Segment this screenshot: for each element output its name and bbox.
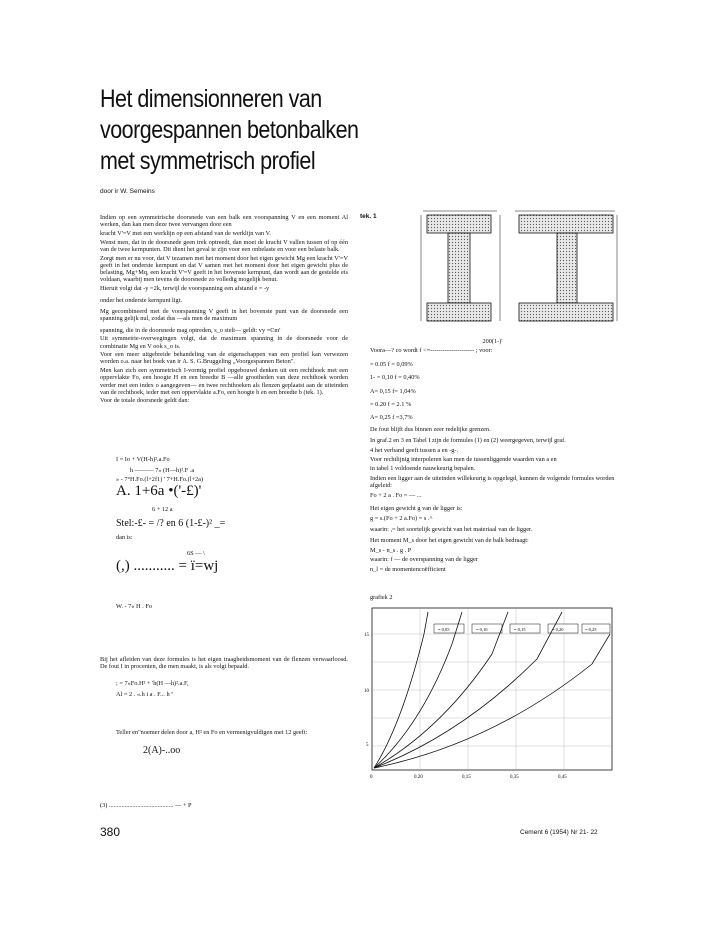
legend-entry: = 0,15 (514, 627, 526, 632)
paragraph: onder het onderste kernpunt ligt. (100, 297, 183, 305)
paragraph: M_s - n_s . g . P (370, 546, 412, 554)
title-line-3: met symmetrisch profiel (100, 147, 316, 175)
legend-entry: = 0,25 (585, 627, 597, 632)
paragraph: waarin: f — de overspanning van de ligger (370, 556, 478, 564)
equation: Stel:-£- = /? en 6 (1-£-)² _= (116, 518, 226, 529)
equation: W. - 7« H . Fo (116, 603, 152, 610)
x-tick: 0,15 (462, 775, 471, 780)
x-tick: 0.20 (414, 775, 423, 780)
paragraph: Hieruit volgt dat -y =2k, terwijl de voorspanning een afstand e = -y (100, 284, 270, 292)
equation: » - 7°H.Fo.(l+2f1) ' 7+H.Fo.(l+2a) (116, 476, 204, 483)
equation: dan is: (116, 534, 133, 541)
equation: 6 + 12 a (152, 506, 173, 513)
equation: I = Io + V(H-h)².a.Fo (116, 456, 170, 463)
paragraph: A= 0,25 f =3,7% (370, 414, 413, 422)
x-tick: 0 (370, 775, 373, 780)
paragraph: Wenst men, dat in de doorsnede geen trek optreedt, dan moet de kracht V vallen tussen of op één van de twee kernpunten. Dit dient het geval te zijn voor een onbelaste en voor een belaste balk. (100, 238, 348, 253)
y-tick: 5 (366, 743, 369, 748)
paragraph: Indien een ligger aan de uiteinden willekeurig is opgelegd, kunnen de volgende formules worden afgeleid: (370, 474, 615, 490)
paragraph: A= 0,15 f= 1,04% (370, 387, 416, 395)
title-line-1: Het dimensionneren van (100, 85, 322, 113)
y-tick: 10 (364, 689, 369, 694)
equation: ; = 7«Fo.H² + 'h(H —h)².a.F, (116, 680, 189, 687)
legend-entry: = 0,10 (476, 627, 488, 632)
paragraph: = 0.20 f = 2.1 % (370, 401, 412, 409)
paragraph: Mg gecombineerd met de voorspanning V geeft in het bovenste punt van de doorsnede een spanning gelijk nul, zodat dus —als men de maximum (100, 308, 348, 323)
paragraph: = 0.05 f = 0,09% (370, 360, 413, 368)
right-column (370, 338, 615, 575)
y-tick: 15 (364, 633, 369, 638)
equation: Al = 2 . «.h i a . F... h ª (116, 691, 173, 698)
paragraph: 4 het verband geeft tussen a en -g-. (370, 446, 459, 454)
paragraph: Het moment M_s door het eigen gewicht van de balk bedraagt: (370, 537, 529, 545)
equation: Teller en"noemer delen door a, H² en Fo en vermenigvuldigen met 12 geeft: (116, 729, 308, 736)
left-column (100, 214, 348, 406)
equation: 6S — \ (187, 550, 205, 557)
paragraph: in tabel 1 voldoende nauwkeurig bepalen. (370, 465, 476, 473)
journal-reference: Cement 6 (1954) Nr 21- 22 (520, 829, 598, 836)
paragraph: Voora—? co wordt f <=--------------------- ; voor: (370, 347, 493, 355)
graph-2 (362, 604, 617, 782)
paragraph: 1- = 0,10 f = 0,40% (370, 374, 420, 382)
paragraph: Voor een meer uitgebreide behandeling van de eigenschappen van een profiel kan verwezen worden o.a. naar het boek van ir A. S. G.Bruggeling „Voorgespannen Beton". (100, 351, 348, 366)
page-number: 380 (100, 825, 121, 839)
formula-2a: 2(A)-..oo (143, 745, 181, 756)
legend-entry: = 0,20 (552, 627, 564, 632)
i-beam-figure (415, 205, 625, 333)
paragraph: Voor de totale doorsnede geldt dan: (100, 397, 190, 405)
x-tick: 0,45 (558, 775, 567, 780)
paragraph: kracht V'=V met een werklijn op een afstand van de werklijn van V. (100, 229, 271, 237)
paragraph: Fo + 2 a . Fo = — ... (370, 491, 422, 499)
x-tick: 0,35 (510, 775, 519, 780)
equation: (3) ......................................... — + P (100, 802, 192, 809)
paragraph: Voor rechtlijnig interpoleren kan men de tussenliggende waarden van a en (370, 456, 557, 464)
equation: h ——— 7» (H—h)².F .a (130, 467, 195, 474)
paragraph: n_l = de momentencoëfficient (370, 565, 446, 573)
paragraph: 200(1-)' (482, 338, 503, 345)
figure-label: tek. 1 (360, 213, 377, 220)
paragraph: Indien op een symmetrische doorsnede van een balk een voorspanning V en een moment Al werken, dan kan men deze twee vervangen door een (100, 214, 348, 229)
title-line-2: voorgespannen betonbalken (100, 116, 359, 144)
formula-dots: (,) ........... = ï=wj (116, 558, 219, 574)
paragraph: Het eigen gewicht g van de ligger is: (370, 505, 463, 513)
paragraph: Men kan zich een symmetrisch I-vormig profiel opgebouwd denken uit een rechthoek met een oppervlakte Fo, een hoogte H en een breedte B —alle grootheden van deze rechthoek worden verder met een index o aangegeven— en twee rechthoeken als flenzen geplaatst aan de uiteinden van de rechthoek, ieder met een oppervlakte a.Fo, een hoogte h en een breedte b (tek. 1). (100, 367, 348, 396)
paragraph: De fout blijft dus binnen zeer redelijke grenzen. (370, 425, 491, 433)
paragraph: In graf.2 en 3 en Tabel I zijn de formules (1) en (2) weergegeven, terwijl graf. (370, 437, 566, 445)
paragraph: g = s.(Fo + 2 a.Fo) = s .^ (370, 514, 433, 522)
paragraph: waarin: ,= het soortelijk gewicht van het materiaal van de ligger. (370, 525, 533, 533)
article-title (100, 84, 358, 177)
author-line: door ir W. Semeins (100, 188, 155, 195)
legend-entry: = 0,05 (438, 627, 450, 632)
paragraph: Uit symmetrie-overwegingen volgt, dat de maximum spanning in de doorsnede voor de combinatie Mg en V ook s_o is. (100, 335, 348, 350)
equation: Bij het afleiden van deze formules is het eigen traagheidsmoment van de flenzen verwaarloosd. De fout I in procenten, die men maakt, is als volgt bepaald. (100, 656, 348, 671)
paragraph: Zorgt men er nu voor, dat V tezamen met het moment door het eigen gewicht Mg een kracht V'=V geeft in het onderste kernpunt en dat V samen met het moment door het eigen gewicht plus de belasting, Mg+Mq, een kracht V'=V geeft in het bovenste kernpunt, dan wordt aan de gestelde eis voldaan, waarbij men tevens de doorsnede zo volledig mogelijk benut. (100, 254, 348, 284)
paragraph: spanning, die in de doorsnede mag optreden, s_o stelt— geldt: vy =Cm' (100, 326, 281, 334)
formula-a: A. 1+6a •('-£)' (116, 483, 202, 499)
graph-title: grafiek 2 (370, 594, 393, 601)
